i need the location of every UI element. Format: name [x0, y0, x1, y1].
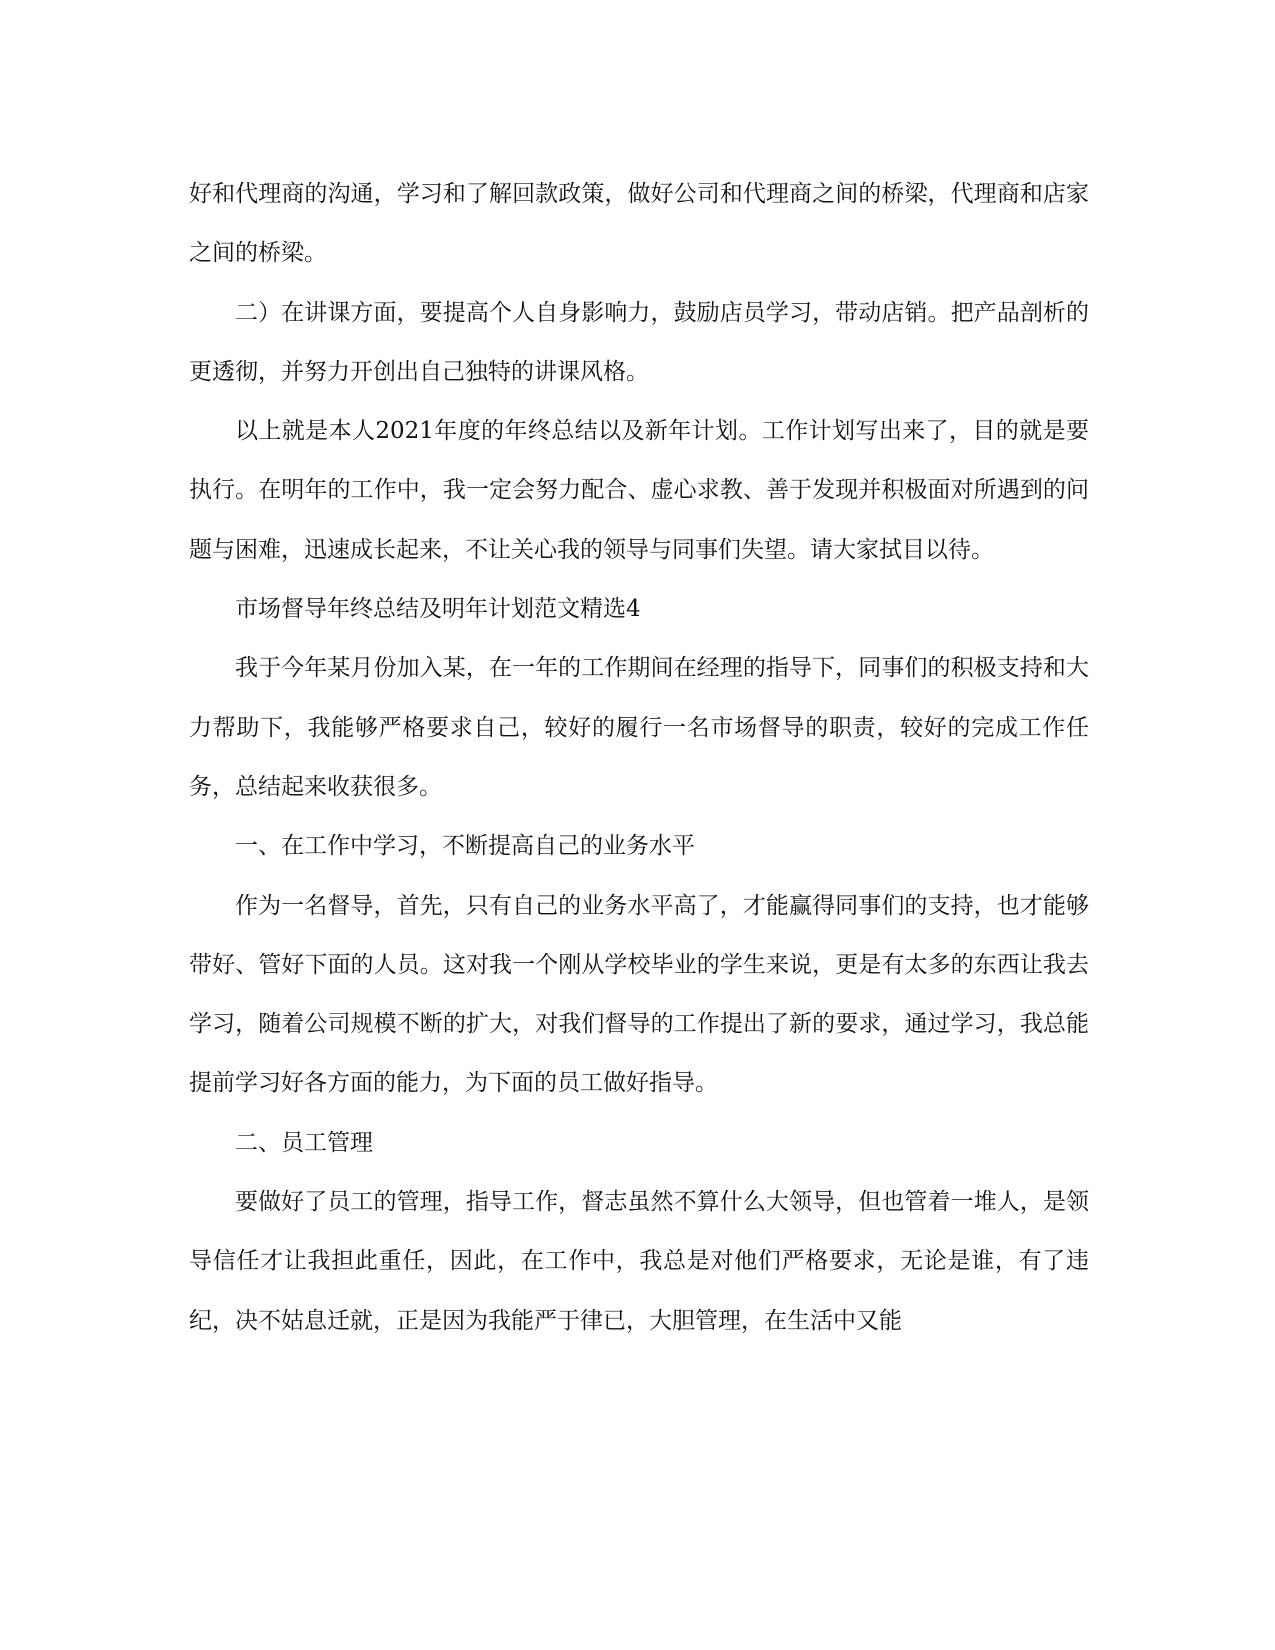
section-heading-staff: 二、员工管理: [235, 1129, 373, 1156]
paragraph-continued: 好和代理商的沟通，学习和了解回款政策，做好公司和代理商之间的桥梁，代理商和店家之间的桥梁。: [189, 181, 1089, 267]
paragraph-conclusion: 以上就是本人2021年度的年终总结以及新年计划。工作计划写出来了，目的就是要执行。在明年的工作中，我一定会努力配合、虚心求教、善于发现并积极面对所遇到的问题与困难，迅速成长起来，不让关心我的领导与同事们失望。请大家拭目以待。: [189, 418, 1089, 563]
paragraph-intro: 我于今年某月份加入某，在一年的工作期间在经理的指导下，同事们的积极支持和大力帮助下，我能够严格要求自己，较好的履行一名市场督导的职责，较好的完成工作任务，总结起来收获很多。: [189, 655, 1089, 800]
paragraph-learning: 作为一名督导，首先，只有自己的业务水平高了，才能赢得同事们的支持，也才能够带好、管好下面的人员。这对我一个刚从学校毕业的学生来说，更是有太多的东西让我去学习，随着公司规模不断的扩大，对我们督导的工作提出了新的要求，通过学习，我总能提前学习好各方面的能力，为下面的员工做好指导。: [189, 892, 1089, 1097]
section-title: 市场督导年终总结及明年计划范文精选4: [235, 596, 641, 623]
section-heading-learning: 一、在工作中学习，不断提高自己的业务水平: [235, 833, 695, 860]
document-body: [189, 165, 1089, 1351]
paragraph-staff: 要做好了员工的管理，指导工作，督志虽然不算什么大领导，但也管着一堆人，是领导信任才让我担此重任，因此，在工作中，我总是对他们严格要求，无论是谁，有了违纪，决不姑息迁就，正是因为我能严于律已，大胆管理，在生活中又能: [189, 1189, 1089, 1334]
paragraph-lecture-plan: 二）在讲课方面，要提高个人自身影响力，鼓励店员学习，带动店销。把产品剖析的更透彻，并努力开创出自己独特的讲课风格。: [189, 299, 1089, 385]
